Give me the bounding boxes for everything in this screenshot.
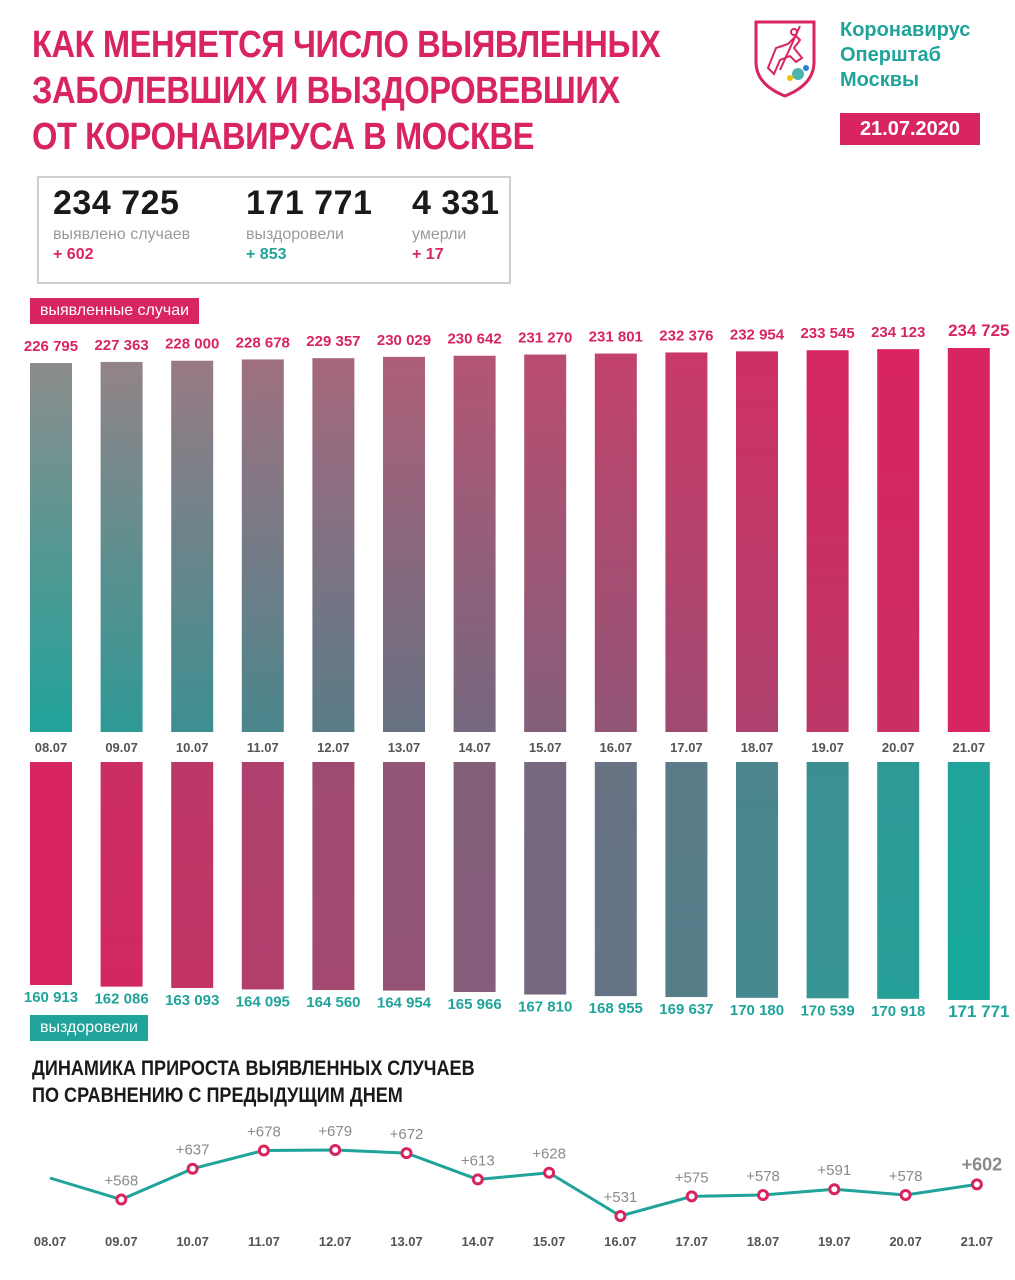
dynamics-date-label: 13.07 bbox=[390, 1234, 423, 1249]
cases-date-label: 10.07 bbox=[175, 740, 209, 755]
dynamics-value-label: +531 bbox=[603, 1189, 638, 1206]
title-line: КАК МЕНЯЕТСЯ ЧИСЛО ВЫЯВЛЕННЫХ bbox=[32, 24, 661, 66]
cases-bar bbox=[312, 358, 354, 732]
title-line: ОТ КОРОНАВИРУСА В МОСКВЕ bbox=[32, 116, 535, 158]
dynamics-date-label: 12.07 bbox=[318, 1234, 352, 1249]
dynamics-date-label: 11.07 bbox=[247, 1234, 280, 1249]
cases-date-label: 14.07 bbox=[458, 740, 491, 755]
cases-value-label: 233 545 bbox=[800, 325, 855, 343]
stat-delta: + 853 bbox=[246, 246, 287, 263]
brand-line: Москвы bbox=[840, 69, 920, 91]
cases-bar bbox=[242, 359, 284, 732]
cases-bar bbox=[948, 348, 990, 732]
dynamics-date-label: 16.07 bbox=[604, 1234, 637, 1249]
dynamics-date-label: 20.07 bbox=[889, 1234, 922, 1249]
stat-label: выздоровели bbox=[246, 226, 344, 243]
cases-date-label: 16.07 bbox=[599, 740, 633, 755]
cases-value-label: 226 795 bbox=[23, 338, 79, 355]
cases-bar bbox=[171, 361, 213, 732]
recovered-value-label: 167 810 bbox=[518, 998, 573, 1016]
recovered-bar bbox=[877, 762, 919, 999]
recovered-bar bbox=[30, 762, 72, 985]
dynamics-value-label: +678 bbox=[247, 1123, 281, 1141]
dynamics-date-label: 15.07 bbox=[532, 1234, 566, 1249]
dynamics-date-label: 14.07 bbox=[461, 1234, 495, 1249]
cases-value-label: 231 270 bbox=[518, 329, 573, 347]
recovered-legend-pill: выздоровели bbox=[30, 1015, 148, 1041]
stat-delta: + 602 bbox=[53, 246, 94, 263]
dynamics-value-label: +575 bbox=[674, 1169, 709, 1187]
recovered-value-label: 169 637 bbox=[659, 1001, 714, 1019]
cases-value-label: 234 725 bbox=[948, 321, 1010, 340]
cases-value-label: 228 678 bbox=[235, 334, 290, 352]
recovered-bar bbox=[524, 762, 566, 995]
dynamics-date-label: 10.07 bbox=[176, 1234, 209, 1249]
cases-bar bbox=[30, 363, 72, 732]
recovered-value-label: 170 539 bbox=[800, 1002, 855, 1020]
dynamics-date-label: 21.07 bbox=[960, 1234, 994, 1249]
recovered-value-label: 165 966 bbox=[447, 995, 502, 1013]
cases-date-label: 20.07 bbox=[881, 740, 915, 755]
cases-date-label: 18.07 bbox=[740, 740, 774, 755]
cases-value-label: 228 000 bbox=[165, 335, 220, 353]
recovered-value-label: 168 955 bbox=[588, 1000, 643, 1018]
stat-value: 234 725 bbox=[53, 184, 180, 222]
recovered-bar bbox=[665, 762, 707, 997]
cases-date-label: 21.07 bbox=[952, 740, 986, 755]
brand-line: Оперштаб bbox=[840, 44, 941, 66]
recovered-bar bbox=[171, 762, 213, 988]
recovered-bar bbox=[948, 762, 990, 1000]
cases-date-label: 15.07 bbox=[528, 740, 562, 755]
dynamics-value-label: +602 bbox=[961, 1154, 1003, 1175]
cases-bar bbox=[665, 352, 707, 732]
title-line: ЗАБОЛЕВШИХ И ВЫЗДОРОВЕВШИХ bbox=[32, 70, 620, 112]
recovered-bar bbox=[383, 762, 425, 991]
recovered-bar bbox=[736, 762, 778, 998]
dynamics-value-label: +578 bbox=[746, 1168, 780, 1186]
dynamics-date-label: 09.07 bbox=[105, 1234, 138, 1249]
dynamics-point bbox=[259, 1146, 268, 1155]
dynamics-date-label: 18.07 bbox=[746, 1234, 780, 1249]
stat-value: 171 771 bbox=[246, 184, 373, 222]
cases-bar bbox=[383, 357, 425, 732]
dynamics-line bbox=[50, 1150, 977, 1216]
recovered-bar bbox=[454, 762, 496, 992]
dynamics-point bbox=[545, 1168, 554, 1177]
recovered-value-label: 164 954 bbox=[376, 994, 432, 1012]
recovered-value-label: 160 913 bbox=[23, 989, 79, 1006]
dynamics-point bbox=[616, 1212, 625, 1221]
recovered-value-label: 164 560 bbox=[306, 994, 361, 1012]
stat-delta: + 17 bbox=[412, 246, 444, 263]
recovered-bar bbox=[807, 762, 849, 998]
stat-label: выявлено случаев bbox=[53, 226, 191, 243]
cases-legend-pill: выявленные случаи bbox=[30, 298, 199, 324]
cases-bar bbox=[877, 349, 919, 732]
dynamics-value-label: +591 bbox=[817, 1162, 852, 1180]
dynamics-point bbox=[830, 1185, 839, 1194]
stat-value: 4 331 bbox=[412, 184, 500, 222]
dynamics-value-label: +637 bbox=[175, 1141, 210, 1159]
cases-value-label: 234 123 bbox=[871, 324, 926, 342]
recovered-value-label: 170 180 bbox=[729, 1001, 785, 1019]
dynamics-date-label: 17.07 bbox=[675, 1234, 708, 1249]
cases-date-label: 11.07 bbox=[246, 740, 279, 755]
dynamics-point bbox=[473, 1175, 482, 1184]
recovered-bar bbox=[242, 762, 284, 989]
cases-date-label: 12.07 bbox=[317, 740, 350, 755]
dynamics-line-chart bbox=[34, 1123, 1002, 1249]
cases-value-label: 232 954 bbox=[729, 326, 785, 344]
cases-value-label: 230 029 bbox=[376, 331, 432, 349]
cases-date-label: 08.07 bbox=[34, 740, 68, 755]
dynamics-point bbox=[117, 1195, 126, 1204]
dynamics-value-label: +679 bbox=[318, 1123, 353, 1140]
dynamics-date-label: 19.07 bbox=[818, 1234, 851, 1249]
cases-date-label: 13.07 bbox=[387, 740, 421, 755]
recovered-value-label: 162 086 bbox=[94, 990, 149, 1008]
cases-bar bbox=[736, 351, 778, 732]
dynamics-title-line: ДИНАМИКА ПРИРОСТА ВЫЯВЛЕННЫХ СЛУЧАЕВ bbox=[32, 1057, 475, 1080]
date-badge: 21.07.2020 bbox=[840, 113, 980, 145]
dynamics-value-label: +628 bbox=[532, 1145, 566, 1163]
dynamics-point bbox=[901, 1191, 910, 1200]
recovered-bar bbox=[101, 762, 143, 987]
recovered-bar bbox=[595, 762, 637, 996]
cases-value-label: 231 801 bbox=[588, 328, 643, 346]
dynamics-point bbox=[188, 1164, 197, 1173]
recovered-bar bbox=[312, 762, 354, 990]
cases-date-label: 09.07 bbox=[105, 740, 138, 755]
cases-bar bbox=[454, 356, 496, 732]
dynamics-value-label: +672 bbox=[389, 1126, 424, 1144]
cases-value-label: 227 363 bbox=[94, 336, 149, 354]
cases-value-label: 229 357 bbox=[306, 333, 361, 351]
cases-value-label: 232 376 bbox=[659, 327, 714, 345]
cases-date-label: 17.07 bbox=[670, 740, 703, 755]
cases-value-label: 230 642 bbox=[447, 330, 502, 348]
brand-line: Коронавирус bbox=[840, 19, 971, 41]
recovered-value-label: 171 771 bbox=[948, 1002, 1010, 1021]
cases-bar bbox=[595, 354, 637, 732]
dynamics-point bbox=[402, 1149, 411, 1158]
dynamics-point bbox=[331, 1146, 340, 1155]
dynamics-point bbox=[972, 1180, 981, 1189]
dynamics-value-label: +568 bbox=[104, 1172, 139, 1190]
cases-bar bbox=[807, 350, 849, 732]
recovered-bar-chart bbox=[24, 762, 1010, 1021]
recovered-value-label: 163 093 bbox=[165, 992, 220, 1010]
cases-bar-chart bbox=[24, 321, 1010, 755]
dynamics-value-label: +613 bbox=[460, 1152, 495, 1170]
cases-bar bbox=[524, 355, 566, 732]
dynamics-point bbox=[687, 1192, 696, 1201]
cases-bar bbox=[101, 362, 143, 732]
recovered-value-label: 164 095 bbox=[235, 993, 290, 1011]
stat-label: умерли bbox=[412, 226, 467, 243]
dynamics-point bbox=[759, 1191, 768, 1200]
dynamics-title-line: ПО СРАВНЕНИЮ С ПРЕДЫДУЩИМ ДНЕМ bbox=[32, 1084, 403, 1107]
dynamics-date-label: 08.07 bbox=[33, 1234, 67, 1249]
dynamics-value-label: +578 bbox=[888, 1168, 923, 1186]
recovered-value-label: 170 918 bbox=[871, 1002, 926, 1020]
cases-date-label: 19.07 bbox=[811, 740, 844, 755]
